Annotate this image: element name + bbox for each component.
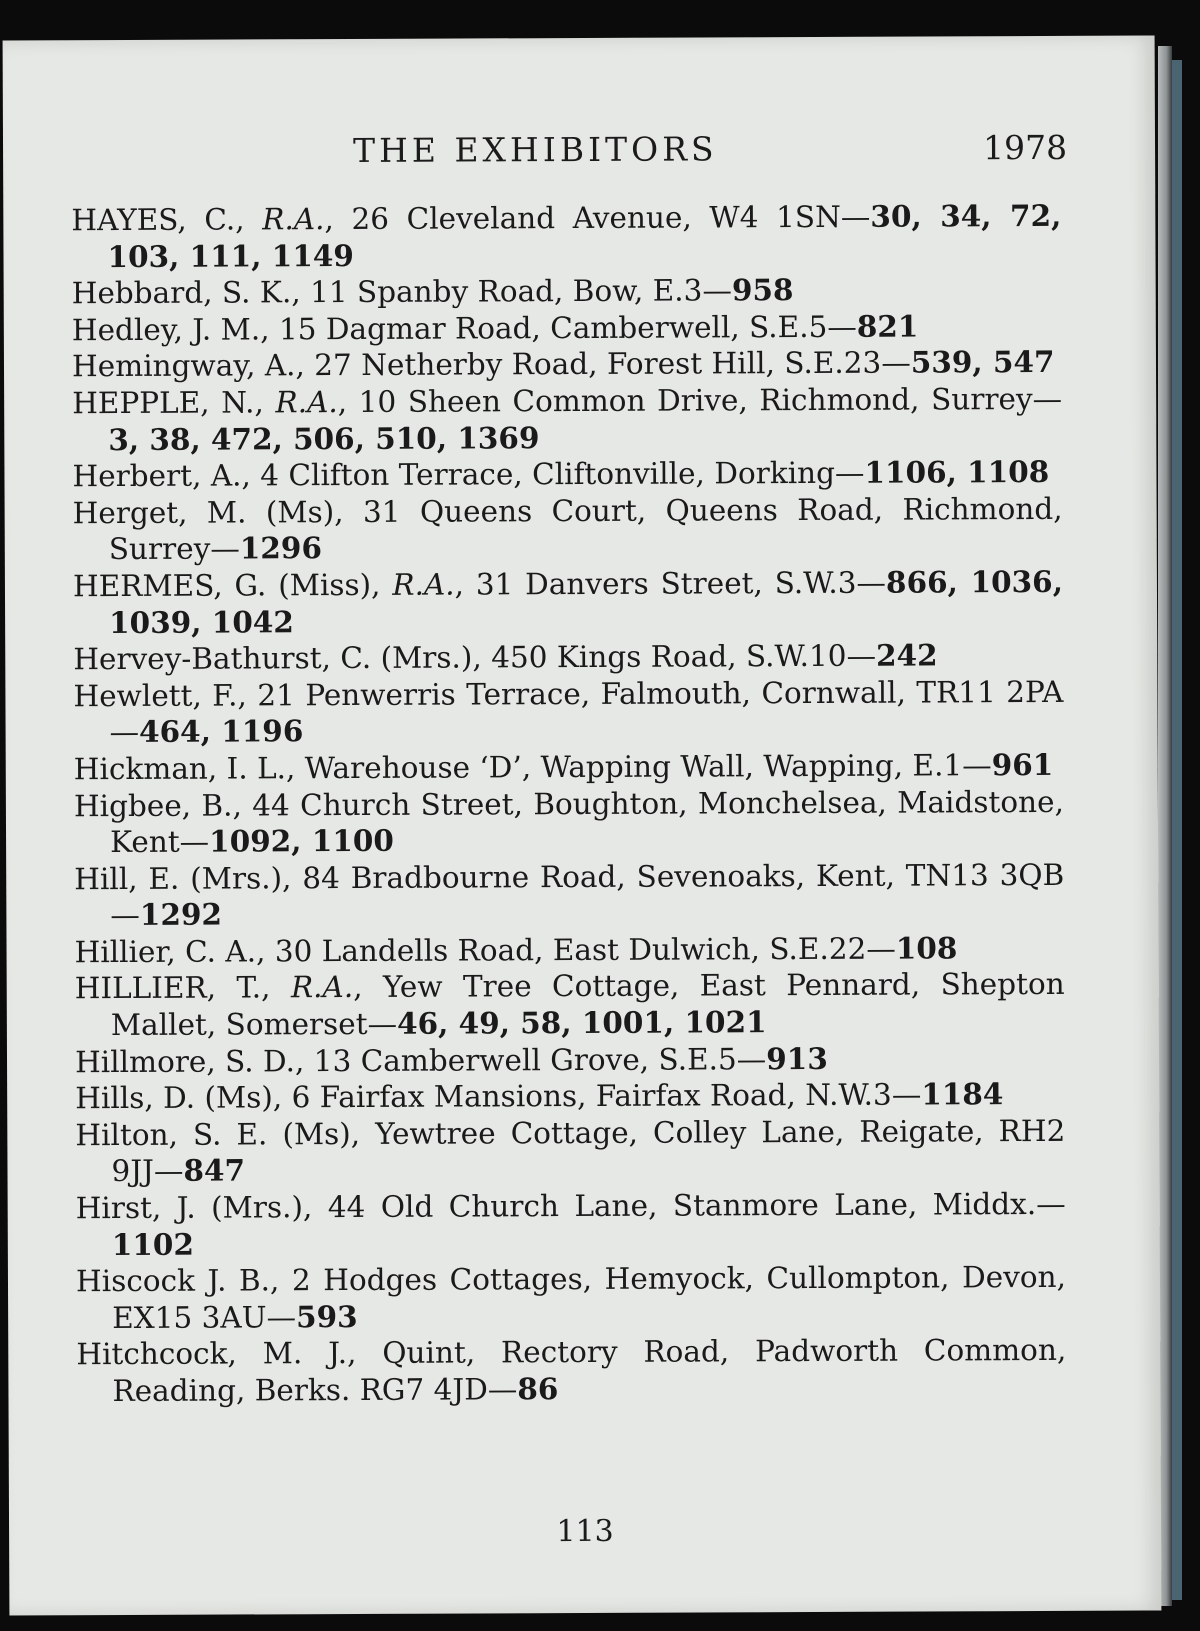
exhibitor-name: HAYES, C., — [71, 202, 245, 238]
exhibitor-address: , 26 Cleveland Avenue, W4 1SN — [324, 199, 841, 237]
exhibitor-entry — [72, 271, 1062, 312]
catalogue-numbers: 86 — [517, 1371, 559, 1407]
em-dash-separator: — — [834, 455, 865, 491]
exhibitor-name: Herbert, A., — [72, 458, 251, 494]
exhibitor-entry — [74, 783, 1064, 861]
em-dash-separator: — — [109, 715, 140, 750]
exhibitor-address: 2 Hodges Cottages, Hemyock, Cullompton, Devon, EX15 3AU — [112, 1260, 1067, 1335]
exhibitor-name: Hill, E. (Mrs.), — [74, 860, 292, 896]
catalogue-numbers: 1292 — [139, 896, 223, 933]
exhibitor-name: Hilton, S. E. (Ms), — [75, 1116, 361, 1153]
em-dash-separator: — — [1036, 1186, 1066, 1222]
em-dash-separator: — — [210, 531, 240, 566]
exhibitor-entry — [76, 1259, 1066, 1337]
exhibitor-entry — [73, 674, 1063, 752]
running-head — [3, 127, 1155, 182]
exhibitor-entry — [75, 966, 1065, 1044]
em-dash-separator: — — [702, 273, 732, 308]
catalogue-numbers: 866, 1036, 1039, 1042 — [109, 563, 1063, 640]
exhibitor-entry — [76, 1332, 1066, 1410]
academician-mark: R.A. — [290, 970, 354, 1005]
exhibitor-address: 21 Penwerris Terrace, Falmouth, Cornwall, TR11 2PA — [246, 674, 1064, 713]
exhibitor-address: 84 Bradbourne Road, Sevenoaks, Kent, TN13 3QB — [291, 857, 1065, 895]
exhibitor-entry — [74, 857, 1064, 935]
em-dash-separator: — — [962, 748, 992, 783]
catalogue-numbers: 242 — [875, 637, 938, 673]
exhibitor-entry — [71, 198, 1061, 276]
em-dash-separator: — — [1032, 381, 1063, 416]
catalogue-numbers: 539, 547 — [910, 344, 1055, 380]
exhibitor-name: Hedley, J. M., — [71, 312, 270, 348]
exhibitor-entry — [75, 1076, 1065, 1117]
exhibitor-address: Quint, Rectory Road, Padworth Common, Reading, Berks. RG7 4JD — [112, 1333, 1067, 1409]
exhibitor-entry — [73, 637, 1063, 678]
exhibitor-name: HILLIER, T., — [74, 970, 271, 1006]
exhibitor-entry — [74, 747, 1064, 788]
em-dash-separator: — — [846, 638, 877, 673]
em-dash-separator: — — [881, 345, 911, 381]
em-dash-separator: — — [736, 1041, 767, 1076]
catalogue-numbers: 1092, 1100 — [209, 822, 394, 859]
em-dash-separator: — — [179, 824, 210, 859]
exhibitor-entry — [73, 564, 1063, 642]
exhibitor-name: Hemingway, A., — [71, 348, 305, 384]
exhibitor-entry — [72, 454, 1062, 495]
exhibitor-name: Higbee, B., — [73, 787, 242, 823]
catalogue-numbers: 30, 34, 72, 103, 111, 1149 — [107, 197, 1062, 274]
catalogue-numbers: 1184 — [921, 1076, 1004, 1112]
exhibitor-address: 27 Netherby Road, Forest Hill, S.E.23 — [304, 346, 882, 383]
em-dash-separator: — — [856, 565, 887, 600]
exhibitor-address: 15 Dagmar Road, Camberwell, S.E.5 — [269, 309, 828, 347]
catalogue-numbers: 108 — [895, 930, 958, 966]
catalogue-numbers: 1106, 1108 — [864, 454, 1050, 490]
em-dash-separator: — — [891, 1077, 922, 1112]
exhibitor-entry — [75, 1113, 1065, 1191]
exhibitor-entry — [72, 308, 1062, 349]
catalogue-numbers: 464, 1196 — [139, 713, 304, 750]
book-cover-edge — [1172, 60, 1182, 1600]
exhibitor-name: Hewlett, F., — [73, 678, 247, 713]
exhibitor-entry — [72, 381, 1062, 459]
em-dash-separator: — — [110, 898, 140, 933]
em-dash-separator: — — [840, 199, 871, 234]
catalogue-numbers: 847 — [183, 1152, 246, 1189]
catalogue-numbers: 1102 — [111, 1226, 195, 1262]
catalogue-numbers: 593 — [295, 1298, 358, 1335]
exhibitor-address: Warehouse ‘D’, Wapping Wall, Wapping, E.1 — [295, 748, 963, 786]
exhibitor-address: , 10 Sheen Common Drive, Richmond, Surrey — [337, 381, 1033, 420]
catalogue-numbers: 3, 38, 472, 506, 510, 1369 — [108, 419, 540, 457]
exhibitor-address: 6 Fairfax Mansions, Fairfax Road, N.W.3 — [282, 1077, 892, 1115]
catalogue-numbers: 913 — [766, 1040, 828, 1076]
exhibitor-address: 44 Old Church Lane, Stanmore Lane, Middx. — [312, 1187, 1037, 1225]
em-dash-separator: — — [866, 931, 896, 966]
exhibitor-name: Herget, M. (Ms), — [72, 494, 344, 530]
exhibitor-entry — [74, 930, 1064, 971]
exhibitor-address: 11 Spanby Road, Bow, E.3 — [300, 273, 703, 310]
em-dash-separator: — — [367, 1006, 398, 1041]
em-dash-separator: — — [827, 309, 857, 344]
catalogue-numbers: 1296 — [239, 530, 323, 566]
exhibitor-address: Yewtree Cottage, Colley Lane, Reigate, RH2 9JJ — [111, 1113, 1066, 1189]
exhibitor-name: Hitchcock, M. J., — [76, 1336, 357, 1372]
academician-mark: R.A. — [262, 202, 325, 237]
exhibitor-name: Hebbard, S. K., — [71, 275, 301, 311]
exhibitor-name: Hills, D. (Ms), — [75, 1080, 283, 1116]
em-dash-separator: — — [266, 1300, 297, 1335]
academician-mark: R.A. — [275, 385, 338, 420]
running-head-title: THE EXHIBITORS — [352, 129, 718, 170]
exhibitor-entry — [72, 344, 1062, 385]
exhibitor-address: 13 Camberwell Grove, S.E.5 — [304, 1041, 737, 1078]
exhibitor-name: Hirst, J. (Mrs.), — [75, 1190, 313, 1226]
exhibitor-list — [71, 198, 1066, 1410]
exhibitor-entry — [76, 1186, 1066, 1264]
catalogue-page — [3, 35, 1162, 1615]
em-dash-separator: — — [487, 1372, 518, 1407]
academician-mark: R.A. — [392, 567, 455, 602]
exhibitor-address: 31 Queens Court, Queens Road, Richmond, Surrey — [108, 491, 1063, 567]
exhibitor-name: HEPPLE, N., — [72, 385, 264, 421]
exhibitor-name: Hickman, I. L., — [73, 751, 296, 787]
catalogue-numbers: 821 — [856, 308, 919, 344]
exhibitor-name: Hillmore, S. D., — [74, 1043, 305, 1079]
exhibitor-name: Hillier, C. A., — [74, 934, 266, 970]
exhibitor-address: , 31 Danvers Street, S.W.3 — [454, 565, 857, 602]
em-dash-separator: — — [153, 1154, 184, 1189]
exhibitor-address: 44 Church Street, Boughton, Monchelsea, Maidstone, Kent — [109, 784, 1064, 860]
exhibitor-name: Hiscock J. B., — [75, 1263, 280, 1299]
catalogue-numbers: 961 — [991, 746, 1054, 783]
exhibitor-address: 450 Kings Road, S.W.10 — [481, 638, 847, 675]
exhibitor-address: 4 Clifton Terrace, Cliftonville, Dorking — [250, 456, 836, 493]
exhibitor-entry — [75, 1040, 1065, 1081]
catalogue-numbers: 958 — [731, 272, 794, 308]
exhibitor-entry — [73, 491, 1063, 569]
exhibitor-address: 30 Landells Road, East Dulwich, S.E.22 — [265, 931, 867, 969]
exhibitor-address: , Yew Tree Cottage, East Pennard, Shepton Mallet, Somerset — [110, 967, 1065, 1043]
catalogue-numbers: 46, 49, 58, 1001, 1021 — [396, 1004, 767, 1041]
exhibitor-name: Hervey-Bathurst, C. (Mrs.), — [73, 640, 482, 677]
exhibitor-name: HERMES, G. (Miss), — [72, 567, 381, 604]
running-head-year: 1978 — [982, 127, 1068, 168]
page-number: 113 — [556, 1513, 614, 1550]
